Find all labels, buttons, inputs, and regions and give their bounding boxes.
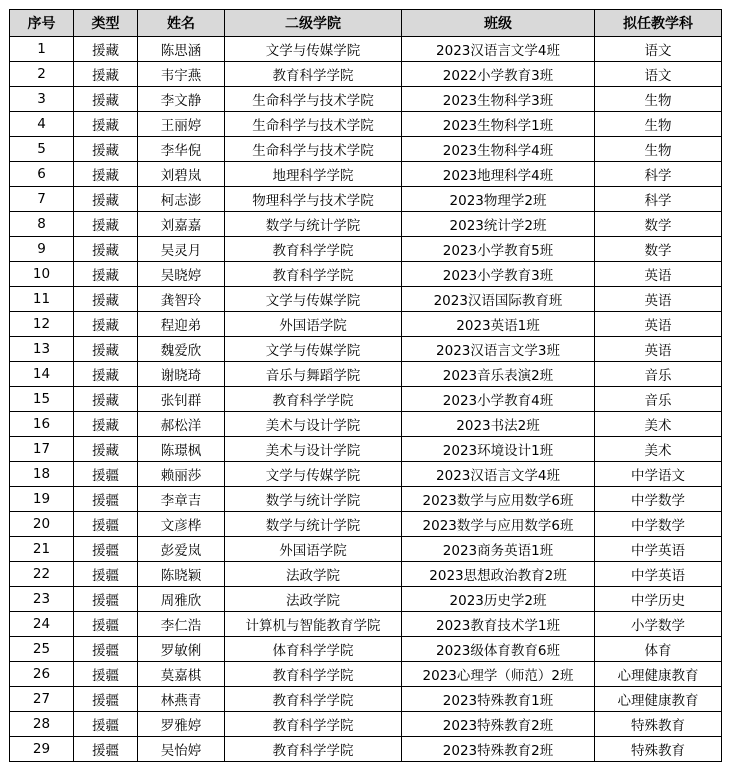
table-row	[10, 637, 722, 662]
cell-college: 美术与设计学院	[225, 437, 402, 462]
cell-subject: 生物	[595, 112, 722, 137]
cell-type: 援疆	[74, 587, 138, 612]
cell-college: 体育科学学院	[225, 637, 402, 662]
cell-class: 2023教育技术学1班	[402, 612, 595, 637]
cell-type: 援疆	[74, 662, 138, 687]
cell-college: 教育科学学院	[225, 687, 402, 712]
cell-type: 援疆	[74, 512, 138, 537]
cell-name: 龚智玲	[138, 287, 225, 312]
cell-type: 援藏	[74, 412, 138, 437]
cell-college: 教育科学学院	[225, 737, 402, 762]
cell-class: 2023小学教育3班	[402, 262, 595, 287]
cell-college: 教育科学学院	[225, 712, 402, 737]
cell-class: 2023生物科学3班	[402, 87, 595, 112]
cell-class: 2023历史学2班	[402, 587, 595, 612]
cell-name: 李文静	[138, 87, 225, 112]
cell-subject: 英语	[595, 287, 722, 312]
cell-index: 7	[10, 187, 74, 212]
cell-college: 教育科学学院	[225, 387, 402, 412]
cell-college: 地理科学学院	[225, 162, 402, 187]
table-body	[10, 37, 722, 762]
cell-class: 2023英语1班	[402, 312, 595, 337]
cell-type: 援藏	[74, 112, 138, 137]
cell-class: 2023汉语言文学4班	[402, 37, 595, 62]
cell-class: 2023物理学2班	[402, 187, 595, 212]
table-row	[10, 212, 722, 237]
table-row	[10, 687, 722, 712]
cell-index: 19	[10, 487, 74, 512]
cell-subject: 英语	[595, 312, 722, 337]
cell-index: 8	[10, 212, 74, 237]
table-row	[10, 137, 722, 162]
cell-subject: 数学	[595, 212, 722, 237]
cell-subject: 美术	[595, 437, 722, 462]
cell-subject: 中学英语	[595, 562, 722, 587]
cell-name: 刘嘉嘉	[138, 212, 225, 237]
cell-name: 李章吉	[138, 487, 225, 512]
table-row	[10, 512, 722, 537]
table-row	[10, 662, 722, 687]
cell-index: 2	[10, 62, 74, 87]
cell-subject: 特殊教育	[595, 712, 722, 737]
cell-index: 28	[10, 712, 74, 737]
table-row	[10, 87, 722, 112]
cell-type: 援疆	[74, 612, 138, 637]
cell-index: 4	[10, 112, 74, 137]
cell-class: 2023级体育教育6班	[402, 637, 595, 662]
cell-type: 援疆	[74, 687, 138, 712]
cell-name: 张钊群	[138, 387, 225, 412]
cell-subject: 美术	[595, 412, 722, 437]
cell-type: 援疆	[74, 637, 138, 662]
cell-name: 彭爱岚	[138, 537, 225, 562]
cell-type: 援疆	[74, 462, 138, 487]
cell-college: 美术与设计学院	[225, 412, 402, 437]
cell-college: 数学与统计学院	[225, 212, 402, 237]
table-row	[10, 287, 722, 312]
cell-type: 援疆	[74, 737, 138, 762]
table-row	[10, 562, 722, 587]
cell-subject: 语文	[595, 62, 722, 87]
table-row	[10, 612, 722, 637]
cell-index: 20	[10, 512, 74, 537]
cell-college: 生命科学与技术学院	[225, 87, 402, 112]
cell-type: 援藏	[74, 287, 138, 312]
table-row	[10, 437, 722, 462]
cell-class: 2023汉语言文学3班	[402, 337, 595, 362]
cell-name: 李华倪	[138, 137, 225, 162]
cell-class: 2023特殊教育2班	[402, 737, 595, 762]
cell-index: 27	[10, 687, 74, 712]
cell-index: 21	[10, 537, 74, 562]
cell-index: 22	[10, 562, 74, 587]
cell-college: 教育科学学院	[225, 262, 402, 287]
cell-index: 6	[10, 162, 74, 187]
cell-type: 援疆	[74, 537, 138, 562]
cell-type: 援藏	[74, 162, 138, 187]
cell-index: 13	[10, 337, 74, 362]
header-type: 类型	[74, 10, 138, 37]
table-row	[10, 487, 722, 512]
cell-college: 数学与统计学院	[225, 487, 402, 512]
cell-college: 教育科学学院	[225, 62, 402, 87]
header-name: 姓名	[138, 10, 225, 37]
cell-name: 程迎弟	[138, 312, 225, 337]
cell-name: 吴怡婷	[138, 737, 225, 762]
cell-name: 陈晓颖	[138, 562, 225, 587]
cell-college: 法政学院	[225, 562, 402, 587]
cell-type: 援藏	[74, 62, 138, 87]
header-class: 班级	[402, 10, 595, 37]
cell-type: 援藏	[74, 87, 138, 112]
cell-class: 2023特殊教育2班	[402, 712, 595, 737]
cell-subject: 英语	[595, 262, 722, 287]
table-row	[10, 112, 722, 137]
table-row	[10, 337, 722, 362]
cell-name: 罗敏俐	[138, 637, 225, 662]
cell-index: 11	[10, 287, 74, 312]
roster-table	[9, 9, 722, 762]
cell-name: 林燕青	[138, 687, 225, 712]
cell-type: 援藏	[74, 37, 138, 62]
cell-index: 1	[10, 37, 74, 62]
table-row	[10, 162, 722, 187]
cell-college: 外国语学院	[225, 537, 402, 562]
cell-college: 文学与传媒学院	[225, 287, 402, 312]
cell-type: 援藏	[74, 362, 138, 387]
cell-subject: 生物	[595, 87, 722, 112]
cell-type: 援藏	[74, 187, 138, 212]
cell-name: 韦宇燕	[138, 62, 225, 87]
cell-type: 援藏	[74, 262, 138, 287]
table-row	[10, 62, 722, 87]
cell-name: 刘碧岚	[138, 162, 225, 187]
cell-name: 陈璟枫	[138, 437, 225, 462]
cell-type: 援藏	[74, 337, 138, 362]
cell-class: 2023音乐表演2班	[402, 362, 595, 387]
cell-index: 12	[10, 312, 74, 337]
cell-name: 谢晓琦	[138, 362, 225, 387]
cell-index: 18	[10, 462, 74, 487]
cell-class: 2023生物科学1班	[402, 112, 595, 137]
cell-index: 15	[10, 387, 74, 412]
cell-class: 2023环境设计1班	[402, 437, 595, 462]
cell-subject: 音乐	[595, 387, 722, 412]
cell-name: 陈思涵	[138, 37, 225, 62]
cell-subject: 数学	[595, 237, 722, 262]
cell-college: 数学与统计学院	[225, 512, 402, 537]
cell-college: 教育科学学院	[225, 237, 402, 262]
cell-subject: 中学英语	[595, 537, 722, 562]
cell-subject: 中学数学	[595, 512, 722, 537]
cell-subject: 心理健康教育	[595, 687, 722, 712]
cell-college: 文学与传媒学院	[225, 337, 402, 362]
cell-index: 14	[10, 362, 74, 387]
cell-subject: 科学	[595, 162, 722, 187]
cell-subject: 特殊教育	[595, 737, 722, 762]
cell-subject: 心理健康教育	[595, 662, 722, 687]
cell-index: 24	[10, 612, 74, 637]
table-row	[10, 387, 722, 412]
cell-class: 2022小学教育3班	[402, 62, 595, 87]
cell-name: 王丽婷	[138, 112, 225, 137]
cell-subject: 体育	[595, 637, 722, 662]
cell-subject: 小学数学	[595, 612, 722, 637]
cell-type: 援疆	[74, 487, 138, 512]
cell-type: 援疆	[74, 562, 138, 587]
cell-class: 2023地理科学4班	[402, 162, 595, 187]
cell-index: 29	[10, 737, 74, 762]
cell-name: 吴灵月	[138, 237, 225, 262]
cell-name: 周雅欣	[138, 587, 225, 612]
cell-subject: 生物	[595, 137, 722, 162]
cell-type: 援藏	[74, 212, 138, 237]
cell-subject: 中学历史	[595, 587, 722, 612]
cell-college: 文学与传媒学院	[225, 462, 402, 487]
cell-name: 魏爱欣	[138, 337, 225, 362]
cell-college: 外国语学院	[225, 312, 402, 337]
cell-class: 2023小学教育4班	[402, 387, 595, 412]
table-row	[10, 412, 722, 437]
table-row	[10, 312, 722, 337]
cell-college: 计算机与智能教育学院	[225, 612, 402, 637]
cell-index: 10	[10, 262, 74, 287]
cell-class: 2023特殊教育1班	[402, 687, 595, 712]
cell-type: 援疆	[74, 712, 138, 737]
table-row	[10, 237, 722, 262]
table-row	[10, 262, 722, 287]
cell-college: 生命科学与技术学院	[225, 112, 402, 137]
cell-college: 物理科学与技术学院	[225, 187, 402, 212]
cell-index: 17	[10, 437, 74, 462]
cell-subject: 语文	[595, 37, 722, 62]
cell-class: 2023统计学2班	[402, 212, 595, 237]
cell-college: 教育科学学院	[225, 662, 402, 687]
cell-class: 2023生物科学4班	[402, 137, 595, 162]
cell-name: 文彦桦	[138, 512, 225, 537]
table-row	[10, 537, 722, 562]
roster-table-container	[9, 9, 722, 762]
cell-class: 2023商务英语1班	[402, 537, 595, 562]
table-row	[10, 37, 722, 62]
cell-index: 25	[10, 637, 74, 662]
cell-name: 李仁浩	[138, 612, 225, 637]
header-index: 序号	[10, 10, 74, 37]
cell-class: 2023书法2班	[402, 412, 595, 437]
table-row	[10, 462, 722, 487]
cell-college: 音乐与舞蹈学院	[225, 362, 402, 387]
cell-class: 2023心理学（师范）2班	[402, 662, 595, 687]
cell-college: 法政学院	[225, 587, 402, 612]
cell-class: 2023汉语国际教育班	[402, 287, 595, 312]
header-college: 二级学院	[225, 10, 402, 37]
table-row	[10, 187, 722, 212]
cell-college: 生命科学与技术学院	[225, 137, 402, 162]
cell-subject: 音乐	[595, 362, 722, 387]
cell-type: 援藏	[74, 312, 138, 337]
cell-index: 26	[10, 662, 74, 687]
table-row	[10, 737, 722, 762]
cell-subject: 科学	[595, 187, 722, 212]
cell-index: 3	[10, 87, 74, 112]
cell-type: 援藏	[74, 137, 138, 162]
cell-name: 莫嘉棋	[138, 662, 225, 687]
cell-type: 援藏	[74, 437, 138, 462]
cell-type: 援藏	[74, 387, 138, 412]
table-row	[10, 587, 722, 612]
cell-index: 16	[10, 412, 74, 437]
cell-index: 9	[10, 237, 74, 262]
cell-class: 2023数学与应用数学6班	[402, 487, 595, 512]
cell-subject: 中学语文	[595, 462, 722, 487]
cell-type: 援藏	[74, 237, 138, 262]
cell-subject: 中学数学	[595, 487, 722, 512]
cell-name: 郝松洋	[138, 412, 225, 437]
cell-index: 5	[10, 137, 74, 162]
cell-index: 23	[10, 587, 74, 612]
cell-class: 2023数学与应用数学6班	[402, 512, 595, 537]
cell-class: 2023小学教育5班	[402, 237, 595, 262]
cell-name: 赖丽莎	[138, 462, 225, 487]
header-subject: 拟任教学科	[595, 10, 722, 37]
cell-name: 柯志澎	[138, 187, 225, 212]
cell-name: 罗雅婷	[138, 712, 225, 737]
table-row	[10, 712, 722, 737]
cell-name: 吴晓婷	[138, 262, 225, 287]
table-row	[10, 362, 722, 387]
cell-college: 文学与传媒学院	[225, 37, 402, 62]
cell-subject: 英语	[595, 337, 722, 362]
cell-class: 2023汉语言文学4班	[402, 462, 595, 487]
cell-class: 2023思想政治教育2班	[402, 562, 595, 587]
table-header-row	[10, 10, 722, 37]
